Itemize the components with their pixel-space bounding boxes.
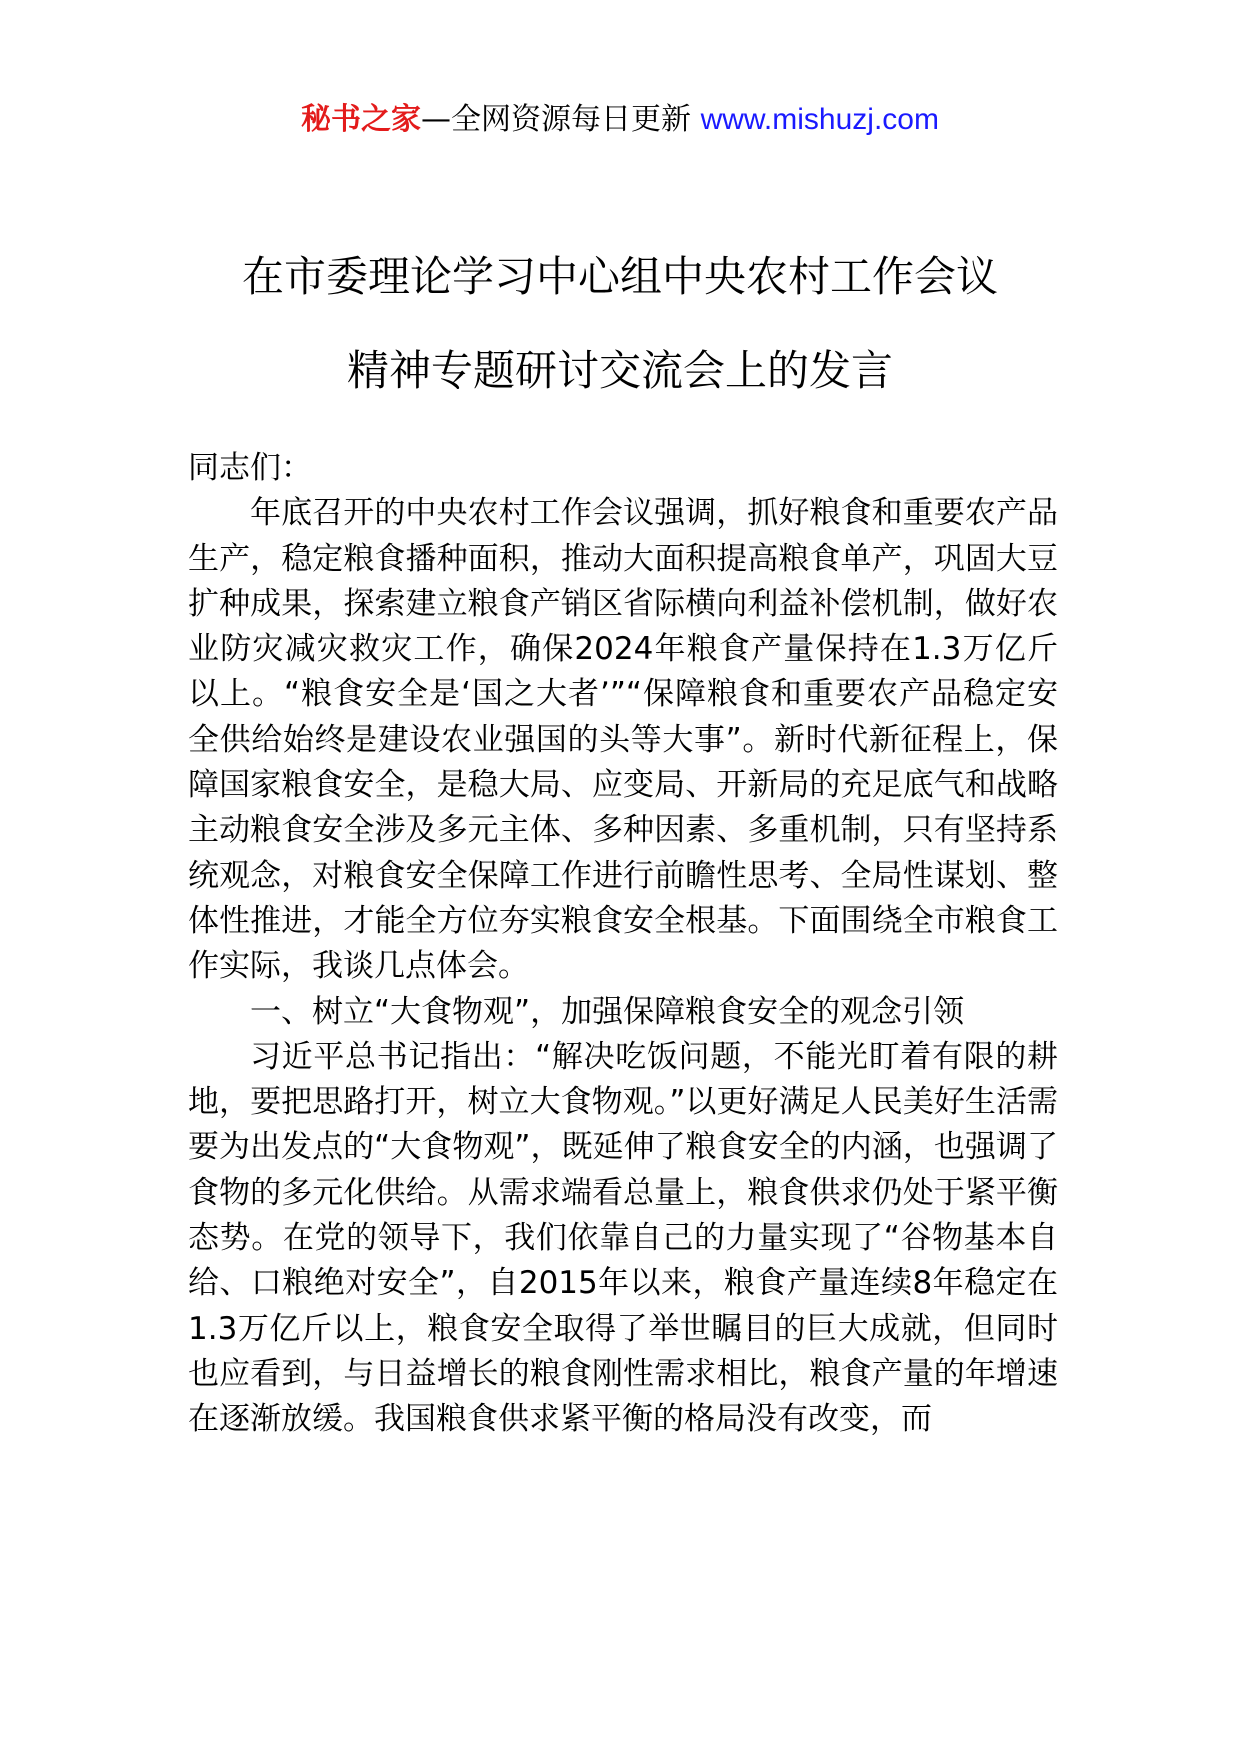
paragraph-section-1: 习近平总书记指出：“解决吃饭问题，不能光盯着有限的耕地，要把思路打开，树立大食物观。”以更好满足人民美好生活需要为出发点的“大食物观”，既延伸了粮食安全的内涵，也强调了食物的多元化供给。从需求端看总量上，粮食供求仍处于紧平衡态势。在党的领导下，我们依靠自己的力量实现了“谷物基本自给、口粮绝对安全”，自2015年以来，粮食产量连续8年稳定在1.3万亿斤以上，粮食安全取得了举世瞩目的巨大成就，但同时也应看到，与日益增长的粮食刚性需求相比，粮食产量的年增速在逐渐放缓。我国粮食供求紧平衡的格局没有改变，而 xyxy=(188,1038,1058,1438)
title-line-2: 精神专题研讨交流会上的发言 xyxy=(346,346,893,395)
site-url-link[interactable]: www.mishuzj.com xyxy=(700,103,939,136)
site-header xyxy=(0,100,1240,140)
title-line-1: 在市委理论学习中心组中央农村工作会议 xyxy=(241,252,998,301)
section-heading-1: 一、树立“大食物观”，加强保障粮食安全的观念引领 xyxy=(250,993,965,1030)
document-title xyxy=(120,230,1120,418)
header-slogan: —全网资源每日更新 xyxy=(421,102,701,137)
brand-name: 秘书之家 xyxy=(301,102,422,137)
salutation: 同志们： xyxy=(188,450,312,486)
document-body xyxy=(188,446,1058,1443)
paragraph-intro: 年底召开的中央农村工作会议强调，抓好粮食和重要农产品生产，稳定粮食播种面积，推动大面积提高粮食单产，巩固大豆扩种成果，探索建立粮食产销区省际横向利益补偿机制，做好农业防灾减灾救灾工作，确保2024年粮食产量保持在1.3万亿斤以上。“粮食安全是‘国之大者’”“保障粮食和重要农产品稳定安全供给始终是建设农业强国的头等大事”。新时代新征程上，保障国家粮食安全，是稳大局、应变局、开新局的充足底气和战略主动粮食安全涉及多元主体、多种因素、多重机制，只有坚持系统观念，对粮食安全保障工作进行前瞻性思考、全局性谋划、整体性推进，才能全方位夯实粮食安全根基。下面围绕全市粮食工作实际，我谈几点体会。 xyxy=(188,495,1058,985)
